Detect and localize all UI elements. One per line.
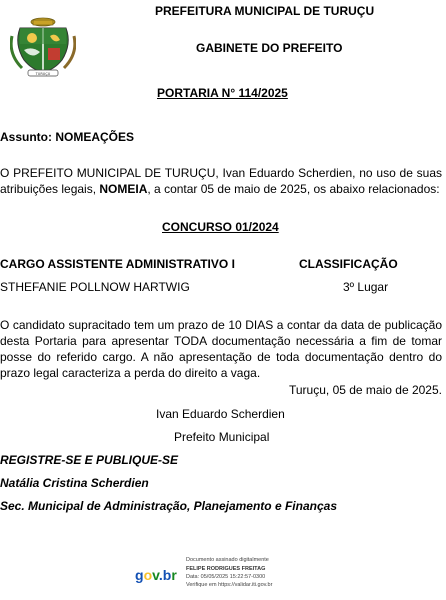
- municipal-crest-icon: [10, 14, 76, 78]
- table-row-name: STHEFANIE POLLNOW HARTWIG: [0, 280, 190, 294]
- stamp-verify: Verifique em https://validar.iti.gov.br: [186, 582, 273, 588]
- svg-text:gov.br: gov.br: [135, 567, 177, 583]
- intro-text-before: O PREFEITO MUNICIPAL DE TURUÇU, Ivan Eduardo Scherdien, no uso de suas atribuições legais,: [0, 166, 442, 196]
- secretary-role: Sec. Municipal de Administração, Planejamento e Finanças: [0, 499, 337, 513]
- municipal-crest: [10, 14, 76, 78]
- intro-text-after: , a contar 05 de maio de 2025, os abaixo relacionados:: [147, 182, 440, 196]
- digital-signature-stamp: [130, 553, 300, 593]
- svg-text:TURUÇU: TURUÇU: [35, 72, 51, 76]
- header-gabinete: GABINETE DO PREFEITO: [196, 41, 343, 55]
- table-row-place: 3º Lugar: [343, 280, 389, 294]
- govbr-logo: [135, 563, 185, 587]
- stamp-line-1: Documento assinado digitalmente: [186, 557, 269, 563]
- stamp-date: Data: 05/05/2025 15:22:57-0300: [186, 574, 266, 580]
- stamp-signer: FELIPE RODRIGUES FREITAG: [186, 566, 266, 572]
- signer-role: Prefeito Municipal: [174, 430, 270, 444]
- column-cargo: CARGO ASSISTENTE ADMINISTRATIVO I: [0, 257, 235, 271]
- header-prefeitura: PREFEITURA MUNICIPAL DE TURUÇU: [155, 4, 375, 18]
- register-line: REGISTRE-SE E PUBLIQUE-SE: [0, 453, 179, 467]
- govbr-logo-icon: [135, 563, 185, 587]
- intro-paragraph: [0, 165, 442, 197]
- contest-title: CONCURSO 01/2024: [162, 220, 279, 234]
- column-classificacao: CLASSIFICAÇÃO: [299, 257, 398, 271]
- body-paragraph: O candidato supracitado tem um prazo de 10 DIAS a contar da data de publicação desta Portaria para apresentar TODA documentação necessária a fim de tomar posse do referido cargo. A não apresentação de toda documentação dentro do prazo legal caracteriza a perda do direito a vaga.: [0, 318, 442, 380]
- date-line: Turuçu, 05 de maio de 2025.: [289, 383, 442, 397]
- document-title: PORTARIA N° 114/2025: [157, 86, 288, 100]
- document-subject: Assunto: NOMEAÇÕES: [0, 130, 135, 144]
- intro-text-bold: NOMEIA: [99, 182, 148, 196]
- signer-name: Ivan Eduardo Scherdien: [156, 407, 285, 421]
- secretary-name: Natália Cristina Scherdien: [0, 476, 149, 490]
